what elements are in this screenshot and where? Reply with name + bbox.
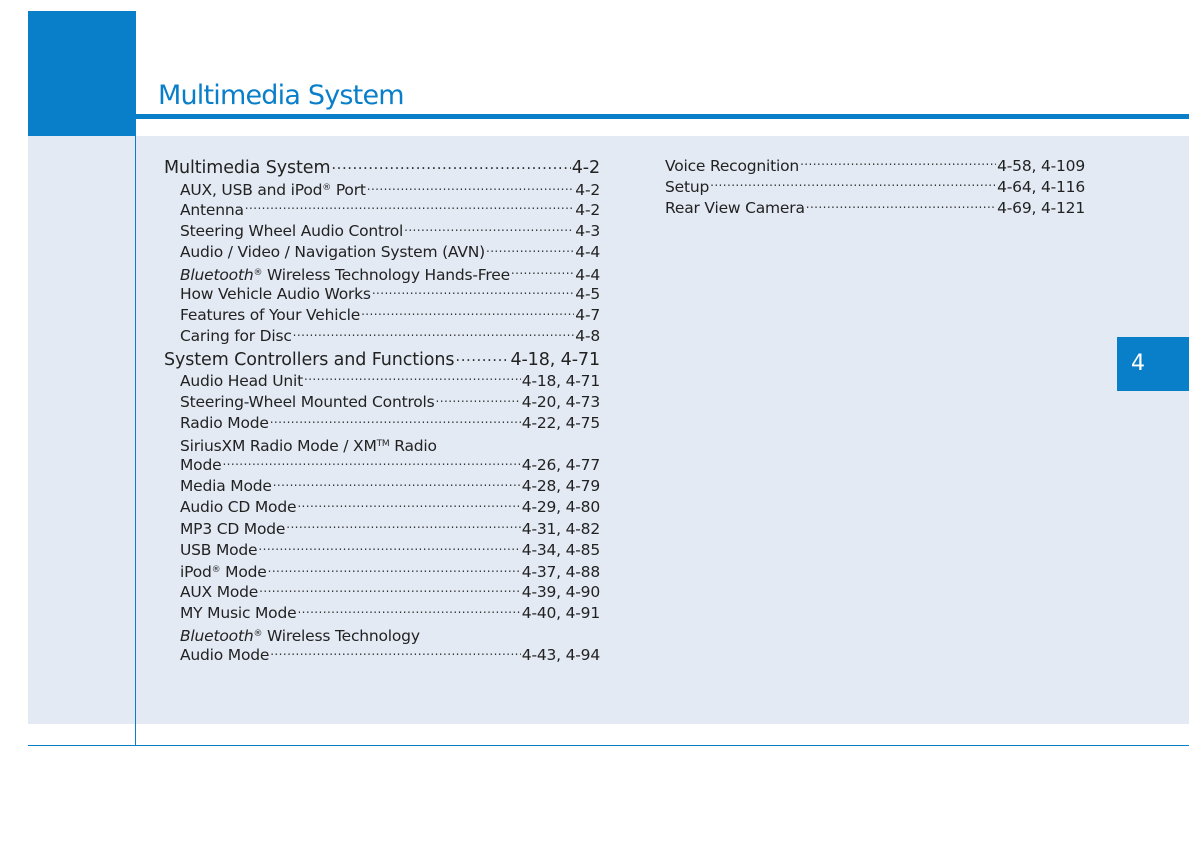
leader-dots bbox=[259, 582, 521, 598]
toc-label: AUX Mode bbox=[180, 583, 259, 602]
toc-page: 4-4 bbox=[575, 265, 600, 284]
toc-label: Antenna bbox=[180, 200, 244, 219]
toc-page: 4-18, 4-71 bbox=[521, 371, 600, 390]
toc-label: AUX, USB and iPod® Port bbox=[180, 181, 366, 199]
toc-page: 4-37, 4-88 bbox=[521, 563, 600, 582]
toc-entry-my-music[interactable] bbox=[164, 603, 600, 624]
leader-dots bbox=[455, 347, 509, 365]
toc-entry-system-controllers[interactable] bbox=[164, 347, 600, 370]
leader-dots bbox=[372, 284, 574, 300]
toc-page: 4-3 bbox=[575, 221, 600, 240]
leader-dots bbox=[297, 603, 520, 619]
toc-entry-features[interactable] bbox=[164, 305, 600, 326]
toc-page: 4-22, 4-75 bbox=[521, 413, 600, 432]
toc-entry-caring-disc[interactable] bbox=[164, 326, 600, 347]
toc-page: 4-64, 4-116 bbox=[997, 177, 1085, 196]
toc-page: 4-34, 4-85 bbox=[521, 540, 600, 559]
leader-dots bbox=[800, 155, 996, 171]
toc-page: 4-31, 4-82 bbox=[521, 519, 600, 538]
leader-dots bbox=[222, 455, 520, 471]
toc-label: Voice Recognition bbox=[665, 156, 800, 175]
toc-label: Audio CD Mode bbox=[180, 498, 297, 517]
toc-label: MP3 CD Mode bbox=[180, 519, 286, 538]
toc-label: Steering-Wheel Mounted Controls bbox=[180, 392, 435, 411]
leader-dots bbox=[270, 645, 521, 661]
leader-dots bbox=[270, 412, 521, 428]
toc-entry-bluetooth-audio-line1[interactable] bbox=[164, 624, 600, 645]
toc-page: 4-28, 4-79 bbox=[521, 477, 600, 496]
toc-label: Audio Head Unit bbox=[180, 371, 303, 390]
toc-entry-voice-recognition[interactable] bbox=[665, 155, 1085, 176]
toc-label: Caring for Disc bbox=[180, 327, 292, 346]
toc-entry-audio-cd[interactable] bbox=[164, 497, 600, 518]
toc-label: Bluetooth® Wireless Technology Hands-Free bbox=[180, 265, 510, 284]
toc-entry-steering-audio[interactable] bbox=[164, 220, 600, 241]
toc-label: Radio Mode bbox=[180, 413, 269, 432]
toc-page: 4-18, 4-71 bbox=[510, 349, 600, 370]
toc-label: Rear View Camera bbox=[665, 198, 805, 217]
page-title: Multimedia System bbox=[158, 80, 404, 111]
leader-dots bbox=[806, 197, 996, 213]
chapter-tab[interactable]: 4 bbox=[1117, 337, 1189, 391]
toc-entry-antenna[interactable] bbox=[164, 199, 600, 220]
leader-dots bbox=[273, 476, 521, 492]
leader-dots bbox=[258, 539, 520, 555]
leader-dots bbox=[436, 391, 521, 407]
toc-entry-setup[interactable] bbox=[665, 176, 1085, 197]
toc-label: Multimedia System bbox=[164, 157, 331, 178]
leader-dots bbox=[331, 155, 570, 173]
toc-page: 4-69, 4-121 bbox=[997, 198, 1085, 217]
toc-label: Setup bbox=[665, 177, 710, 196]
leader-dots bbox=[511, 264, 574, 280]
toc-entry-ipod-mode[interactable] bbox=[164, 560, 600, 581]
toc-entry-how-audio-works[interactable] bbox=[164, 284, 600, 305]
toc-entry-rear-view-camera[interactable] bbox=[665, 197, 1085, 218]
toc-label: MY Music Mode bbox=[180, 604, 297, 623]
bottom-rule bbox=[28, 745, 1189, 746]
toc-page: 4-7 bbox=[575, 306, 600, 325]
toc-column-left bbox=[164, 155, 600, 666]
toc-page: 4-8 bbox=[575, 327, 600, 346]
toc-label: Media Mode bbox=[180, 477, 272, 496]
toc-page: 4-29, 4-80 bbox=[521, 498, 600, 517]
toc-page: 4-40, 4-91 bbox=[521, 604, 600, 623]
toc-page: 4-4 bbox=[575, 242, 600, 261]
toc-page: 4-39, 4-90 bbox=[521, 583, 600, 602]
toc-page: 4-26, 4-77 bbox=[521, 456, 600, 475]
chapter-corner-block bbox=[28, 11, 136, 136]
toc-label: SiriusXM Radio Mode / XM™ Radio bbox=[180, 436, 437, 455]
toc-entry-avn[interactable] bbox=[164, 241, 600, 262]
toc-label: iPod® Mode bbox=[180, 563, 267, 582]
toc-entry-siriusxm-line2[interactable] bbox=[164, 455, 600, 476]
toc-page: 4-2 bbox=[575, 181, 600, 199]
toc-label: Steering Wheel Audio Control bbox=[180, 221, 404, 240]
toc-page: 4-2 bbox=[575, 200, 600, 219]
leader-dots bbox=[486, 241, 574, 257]
margin-rule bbox=[135, 136, 136, 746]
toc-page: 4-20, 4-73 bbox=[521, 392, 600, 411]
toc-entry-siriusxm-line1[interactable] bbox=[164, 434, 600, 455]
toc-column-right bbox=[665, 155, 1085, 218]
toc-page: 4-58, 4-109 bbox=[997, 156, 1085, 175]
toc-entry-aux-usb-ipod[interactable] bbox=[164, 178, 600, 199]
leader-dots bbox=[293, 326, 575, 342]
toc-entry-radio-mode[interactable] bbox=[164, 412, 600, 433]
toc-entry-multimedia-system[interactable] bbox=[164, 155, 600, 178]
leader-dots bbox=[304, 370, 521, 386]
toc-label: Features of Your Vehicle bbox=[180, 306, 361, 325]
toc-entry-media-mode[interactable] bbox=[164, 476, 600, 497]
toc-label: Audio Mode bbox=[180, 646, 270, 665]
toc-entry-bluetooth-audio-line2[interactable] bbox=[164, 645, 600, 666]
leader-dots bbox=[361, 305, 574, 321]
leader-dots bbox=[367, 180, 575, 196]
toc-label: Mode bbox=[180, 456, 222, 475]
toc-entry-usb-mode[interactable] bbox=[164, 539, 600, 560]
toc-label: How Vehicle Audio Works bbox=[180, 285, 371, 304]
toc-page: 4-5 bbox=[575, 285, 600, 304]
toc-page: 4-43, 4-94 bbox=[521, 646, 600, 665]
toc-label: Audio / Video / Navigation System (AVN) bbox=[180, 242, 485, 261]
toc-entry-audio-head-unit[interactable] bbox=[164, 370, 600, 391]
leader-dots bbox=[268, 562, 521, 578]
leader-dots bbox=[286, 518, 521, 534]
toc-label: Bluetooth® Wireless Technology bbox=[180, 626, 420, 645]
toc-entry-bluetooth-handsfree[interactable] bbox=[164, 263, 600, 284]
toc-page: 4-2 bbox=[571, 157, 600, 178]
toc-entry-steering-mounted[interactable] bbox=[164, 391, 600, 412]
toc-entry-mp3-cd[interactable] bbox=[164, 518, 600, 539]
toc-label: USB Mode bbox=[180, 540, 258, 559]
leader-dots bbox=[710, 176, 996, 192]
leader-dots bbox=[404, 220, 574, 236]
toc-entry-aux-mode[interactable] bbox=[164, 582, 600, 603]
leader-dots bbox=[245, 199, 574, 215]
toc-label: System Controllers and Functions bbox=[164, 349, 455, 370]
leader-dots bbox=[297, 497, 520, 513]
title-rule bbox=[136, 114, 1189, 119]
